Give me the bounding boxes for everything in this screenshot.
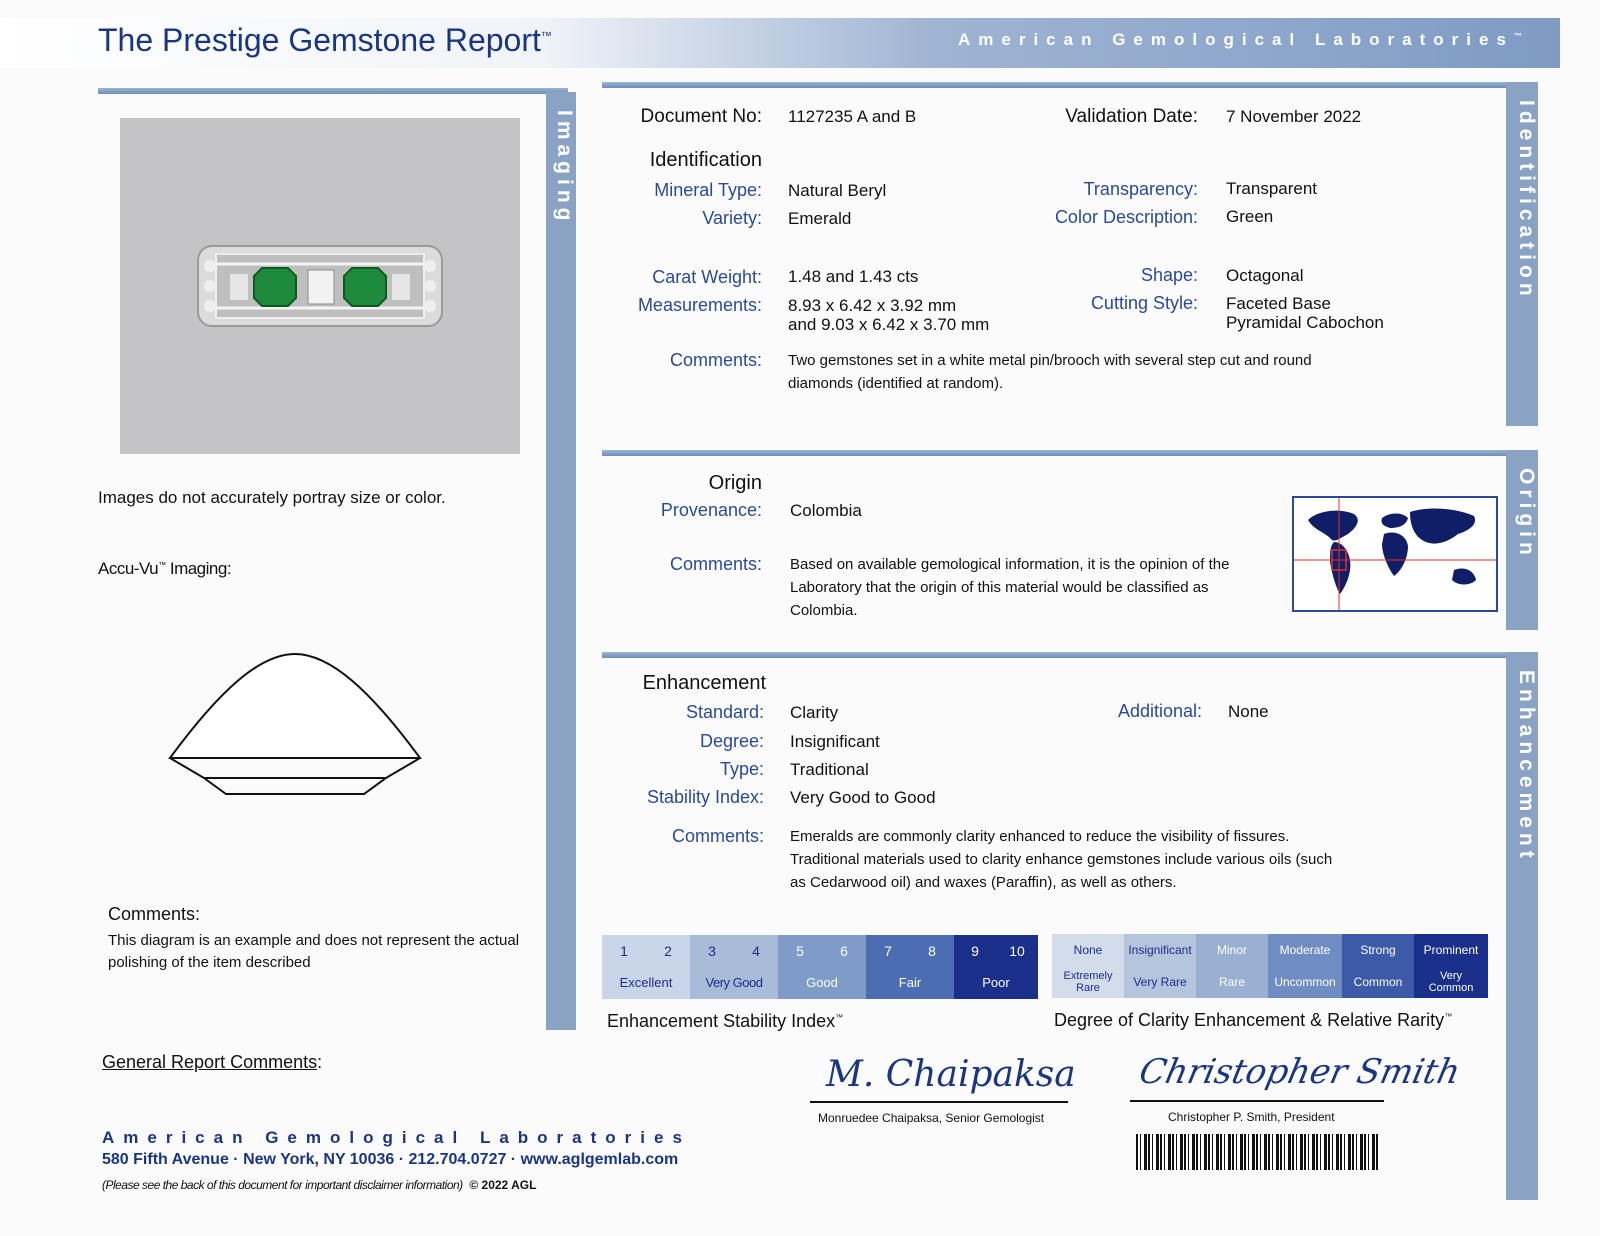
measurements-line-1: 8.93 x 6.42 x 3.92 mm [788, 296, 957, 315]
signature-2-line [1130, 1100, 1384, 1102]
enhancement-top-rule [602, 652, 1514, 658]
rarity-level: Common [1342, 966, 1414, 998]
variety: Emerald [788, 209, 852, 228]
diagram-comments-text: This diagram is an example and does not represent the actual polishing of the item described [108, 932, 520, 971]
signature-1: M. Chaipaksa [826, 1054, 1076, 1095]
enhancement-comments-label: Comments: [671, 826, 764, 846]
rarity-degree: Minor [1196, 934, 1268, 966]
stability-scale [602, 935, 1038, 999]
scale-grade: Good [778, 967, 866, 999]
document-no-label: Document No: [640, 106, 762, 127]
cutting-style-line-1: Faceted Base [1226, 294, 1331, 313]
world-map-image [1294, 498, 1496, 610]
brooch-image [120, 118, 520, 454]
general-comments-label: General Report Comments [102, 1052, 318, 1072]
scale-number: 5 [778, 935, 822, 967]
world-map [1292, 496, 1498, 612]
type-label: Type: [719, 759, 764, 779]
rarity-degree: Prominent [1414, 934, 1488, 966]
origin-sidebar-label: Origin [1515, 468, 1538, 560]
provenance-label: Provenance: [660, 500, 762, 520]
rarity-level: Uncommon [1268, 966, 1342, 998]
imaging-top-rule [98, 88, 568, 94]
additional-label: Additional: [1117, 701, 1202, 721]
scale-number: 6 [822, 935, 866, 967]
jewelry-photo [120, 118, 520, 454]
type: Traditional [790, 760, 869, 779]
scale-grade: Very Good [690, 967, 778, 999]
identification-heading: Identification [649, 149, 762, 171]
trademark: ™ [540, 30, 552, 43]
accuvu-heading [98, 559, 231, 579]
identification-comments: Two gemstones set in a white metal pin/brooch with several step cut and round diamonds (identified at random). [788, 352, 1312, 392]
scale-grade: Poor [954, 967, 1038, 999]
identification-sidebar [1506, 82, 1538, 426]
header-lab-name [958, 30, 1550, 50]
diagram-comments-label: Comments: [108, 904, 201, 924]
stability-scale-caption [607, 1011, 843, 1032]
rarity-degree: Strong [1342, 934, 1414, 966]
shape-label: Shape: [1140, 265, 1198, 285]
origin-heading: Origin [708, 472, 762, 494]
variety-label: Variety: [702, 208, 762, 228]
identification-top-rule [602, 82, 1514, 88]
rarity-level: Extremely Rare [1052, 966, 1124, 998]
header-lab-text: American Gemological Laboratories [958, 30, 1514, 49]
footer-address: 580 Fifth Avenue · New York, NY 10036 · 212.704.0727 · www.aglgemlab.com [102, 1151, 679, 1168]
rarity-degree: Insignificant [1124, 934, 1196, 966]
imaging-sidebar-label: Imaging [553, 110, 576, 226]
color-description: Green [1226, 207, 1274, 226]
cutting-style-line-2: Pyramidal Cabochon [1226, 313, 1384, 332]
scale-number: 1 [602, 935, 646, 967]
document-no: 1127235 A and B [788, 107, 917, 126]
general-report-comments [102, 1052, 322, 1073]
rarity-degree: Moderate [1268, 934, 1342, 966]
rarity-level: Rare [1196, 966, 1268, 998]
origin-comments: Based on available gemological information, it is the opinion of the Laboratory that the origin of this material would be classified as Colombia. [790, 556, 1230, 619]
scale-grade: Excellent [602, 967, 690, 999]
footer-disclaimer-line [102, 1178, 536, 1192]
stability-index-label: Stability Index: [646, 787, 764, 807]
imaging-sidebar [546, 92, 576, 1030]
enhancement-sidebar [1506, 652, 1538, 1200]
mineral-type-label: Mineral Type: [654, 180, 762, 200]
footer-lab-name: American Gemological Laboratories [102, 1128, 691, 1147]
color-description-label: Color Description: [1054, 207, 1198, 227]
accuvu-suffix: Imaging: [165, 559, 232, 578]
degree: Insignificant [790, 732, 880, 751]
origin-comments-label: Comments: [669, 554, 762, 574]
transparency: Transparent [1226, 179, 1318, 198]
scale-grade: Fair [866, 967, 954, 999]
rarity-level: Very Common [1414, 966, 1488, 998]
scale-number: 7 [866, 935, 910, 967]
cabochon-diagram [160, 640, 430, 800]
signature-1-name: Monruedee Chaipaksa, Senior Gemologist [818, 1111, 1045, 1125]
validation-date-label: Validation Date: [1065, 106, 1198, 127]
signature-2-name: Christopher P. Smith, President [1168, 1110, 1335, 1124]
enhancement-sidebar-label: Enhancement [1515, 670, 1538, 863]
measurements-label: Measurements: [637, 295, 762, 315]
standard-label: Standard: [685, 702, 764, 722]
report-title [98, 22, 552, 59]
cutting-style-label: Cutting Style: [1090, 293, 1198, 313]
accuvu-label: Accu-Vu [98, 559, 159, 578]
scale-number: 3 [690, 935, 734, 967]
additional: None [1228, 702, 1269, 721]
rarity-degree: None [1052, 934, 1124, 966]
rarity-caption-text: Degree of Clarity Enhancement & Relative Rarity [1054, 1010, 1445, 1030]
provenance: Colombia [790, 501, 862, 520]
stability-caption-text: Enhancement Stability Index [607, 1011, 836, 1031]
general-comments-colon: : [317, 1052, 323, 1072]
scale-number: 10 [996, 935, 1038, 967]
standard: Clarity [790, 703, 839, 722]
degree-label: Degree: [699, 731, 764, 751]
identification-sidebar-label: Identification [1515, 100, 1538, 301]
scale-number: 8 [910, 935, 954, 967]
scale-number: 2 [646, 935, 690, 967]
validation-date: 7 November 2022 [1226, 107, 1362, 126]
transparency-label: Transparency: [1083, 179, 1198, 199]
signature-1-line [810, 1101, 1068, 1103]
footer-disclaimer: (Please see the back of this document for important disclaimer information) [102, 1178, 463, 1192]
trademark: ™ [1513, 31, 1522, 41]
trademark: ™ [1444, 1012, 1453, 1021]
stability-index: Very Good to Good [790, 788, 936, 807]
origin-sidebar [1506, 450, 1538, 630]
rarity-scale-caption [1054, 1010, 1452, 1031]
rarity-level: Very Rare [1124, 966, 1196, 998]
mineral-type: Natural Beryl [788, 181, 887, 200]
footer-copyright: © 2022 AGL [469, 1178, 537, 1192]
carat-weight: 1.48 and 1.43 cts [788, 267, 919, 286]
enhancement-heading: Enhancement [642, 672, 766, 694]
scale-number: 4 [734, 935, 778, 967]
signature-2: Christopher Smith [1135, 1052, 1464, 1092]
carat-weight-label: Carat Weight: [652, 267, 762, 287]
measurements-line-2: and 9.03 x 6.42 x 3.70 mm [788, 315, 990, 334]
enhancement-comments: Emeralds are commonly clarity enhanced to reduce the visibility of fissures. Traditional materials used to clarity enhance gemstones include various oils (such as Cedarwood oil) and waxes (Paraffin), as well as others. [790, 828, 1333, 891]
trademark: ™ [158, 560, 166, 570]
trademark: ™ [835, 1013, 844, 1022]
origin-top-rule [602, 450, 1514, 456]
identification-comments-label: Comments: [669, 350, 762, 370]
image-disclaimer: Images do not accurately portray size or color. [98, 488, 446, 507]
shape: Octagonal [1226, 266, 1304, 285]
barcode [1136, 1134, 1380, 1170]
scale-number: 9 [954, 935, 996, 967]
rarity-scale [1052, 934, 1488, 998]
report-title-text: The Prestige Gemstone Report [98, 22, 541, 58]
